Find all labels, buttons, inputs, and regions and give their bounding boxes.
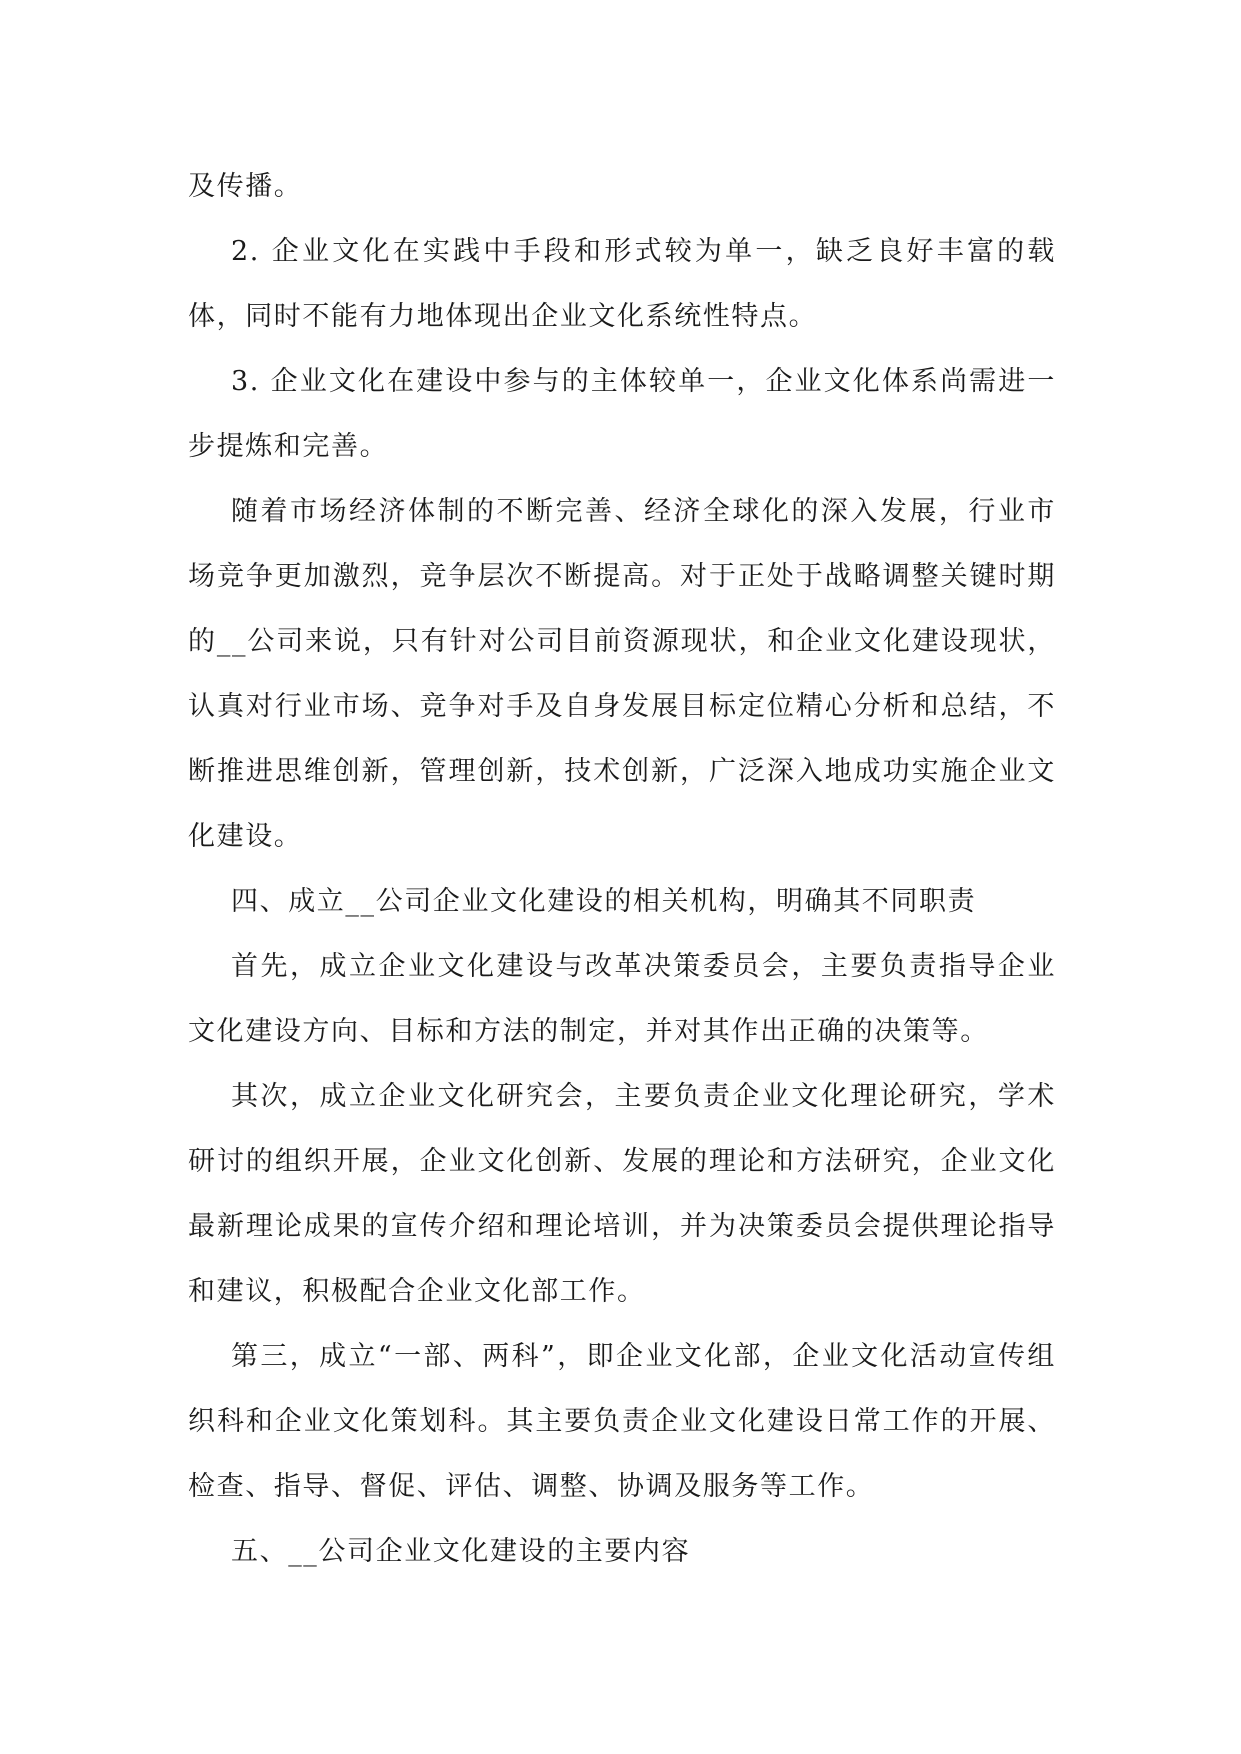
paragraph-third-department: 第三，成立“一部、两科”，即企业文化部，企业文化活动宣传组织科和企业文化策划科。其主要负责企业文化建设日常工作的开展、检查、指导、督促、评估、调整、协调及服务等工作。 <box>188 1341 1056 1502</box>
section-heading-5: 五、__公司企业文化建设的主要内容 <box>231 1536 691 1567</box>
paragraph-second-research: 其次，成立企业文化研究会，主要负责企业文化理论研究，学术研讨的组织开展，企业文化创新、发展的理论和方法研究，企业文化最新理论成果的宣传介绍和理论培训，并为决策委员会提供理论指导和建议，积极配合企业文化部工作。 <box>188 1081 1056 1307</box>
paragraph-continuation: 及传播。 <box>188 171 303 202</box>
section-heading-4: 四、成立__公司企业文化建设的相关机构，明确其不同职责 <box>231 886 977 917</box>
paragraph-market-context: 随着市场经济体制的不断完善、经济全球化的深入发展，行业市场竞争更加激烈，竞争层次不断提高。对于正处于战略调整关键时期的__公司来说，只有针对公司目前资源现状，和企业文化建设现状，认真对行业市场、竞争对手及自身发展目标定位精心分析和总结，不断推进思维创新，管理创新，技术创新，广泛深入地成功实施企业文化建设。 <box>188 496 1056 852</box>
paragraph-point-2: 2. 企业文化在实践中手段和形式较为单一，缺乏良好丰富的载体，同时不能有力地体现出企业文化系统性特点。 <box>188 236 1056 332</box>
paragraph-point-3: 3. 企业文化在建设中参与的主体较单一，企业文化体系尚需进一步提炼和完善。 <box>188 366 1056 462</box>
paragraph-first-committee: 首先，成立企业文化建设与改革决策委员会，主要负责指导企业文化建设方向、目标和方法的制定，并对其作出正确的决策等。 <box>188 951 1056 1047</box>
document-body <box>188 154 1056 1584</box>
